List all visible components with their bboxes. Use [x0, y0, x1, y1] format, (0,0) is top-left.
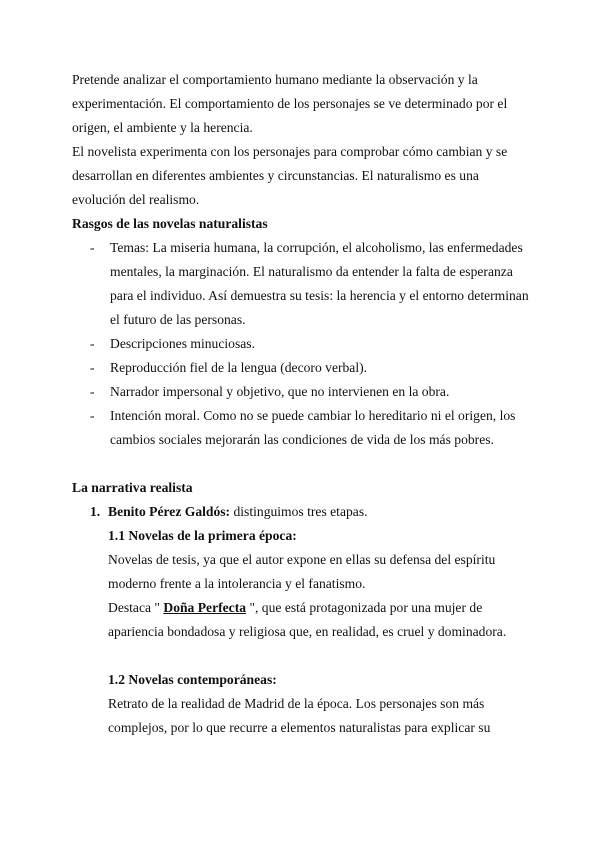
section-title: 1.2 Novelas contemporáneas:	[108, 672, 277, 687]
spacer	[108, 644, 532, 668]
item-number: 1.	[90, 504, 101, 519]
intro-paragraph-1: Pretende analizar el comportamiento humano mediante la observación y la experimentación. El comportamiento de los personajes se ve determinado por el origen, el ambiente y la herencia.	[72, 72, 508, 135]
section-title: 1.1 Novelas de la primera época:	[108, 528, 297, 543]
dash-bullet: -	[90, 336, 95, 351]
list-item-text: Temas: La miseria humana, la corrupción, el alcoholismo, las enfermedades mentales, la marginación. El naturalismo da entender la falta de esperanza para el individuo. Así demuestra su tesis: la herencia y el entorno determinan el futuro de las personas.	[110, 240, 529, 327]
dash-bullet: -	[90, 384, 95, 399]
author-name: Benito Pérez Galdós:	[108, 504, 231, 519]
list-item	[72, 380, 532, 404]
intro-paragraph-2: El novelista experimenta con los personajes para comprobar cómo cambian y se desarrollan en diferentes ambientes y circunstancias. El naturalismo es una evolución del realismo.	[72, 144, 508, 207]
list-item-text: Narrador impersonal y objetivo, que no intervienen en la obra.	[110, 384, 450, 399]
list-item	[72, 332, 532, 356]
item-text: distinguimos tres etapas.	[230, 504, 368, 519]
destaca-prefix: Destaca "	[108, 600, 164, 615]
section-text: Novelas de tesis, ya que el autor expone en ellas su defensa del espíritu moderno frente a la intolerancia y el fanatismo.	[108, 552, 496, 591]
destaca-suffix: ", que está protagonizada por una mujer de apariencia bondadosa y religiosa que, en realidad, es cruel y dominadora.	[108, 600, 507, 639]
list-item	[72, 356, 532, 380]
list-item-text: Reproducción fiel de la lengua (decoro verbal).	[110, 360, 368, 375]
list-item-text: Descripciones minuciosas.	[110, 336, 255, 351]
dash-bullet: -	[90, 240, 95, 255]
list-item	[72, 404, 532, 452]
narrativa-heading: La narrativa realista	[72, 480, 193, 495]
document-content	[72, 68, 532, 740]
numbered-item-1	[72, 500, 532, 524]
rasgos-list	[72, 236, 532, 452]
dash-bullet: -	[90, 408, 95, 423]
list-item-text: Intención moral. Como no se puede cambiar lo hereditario ni el origen, los cambios sociales mejorarán las condiciones de vida de los más pobres.	[110, 408, 516, 447]
destaca-paragraph	[108, 596, 532, 644]
rasgos-heading: Rasgos de las novelas naturalistas	[72, 216, 268, 231]
dash-bullet: -	[90, 360, 95, 375]
list-item	[72, 236, 532, 332]
spacer	[72, 452, 532, 476]
section-text: Retrato de la realidad de Madrid de la época. Los personajes son más complejos, por lo que recurre a elementos naturalistas para explicar su	[108, 696, 491, 735]
section-1-1	[72, 524, 532, 740]
book-title-link[interactable]: Doña Perfecta	[163, 600, 247, 615]
